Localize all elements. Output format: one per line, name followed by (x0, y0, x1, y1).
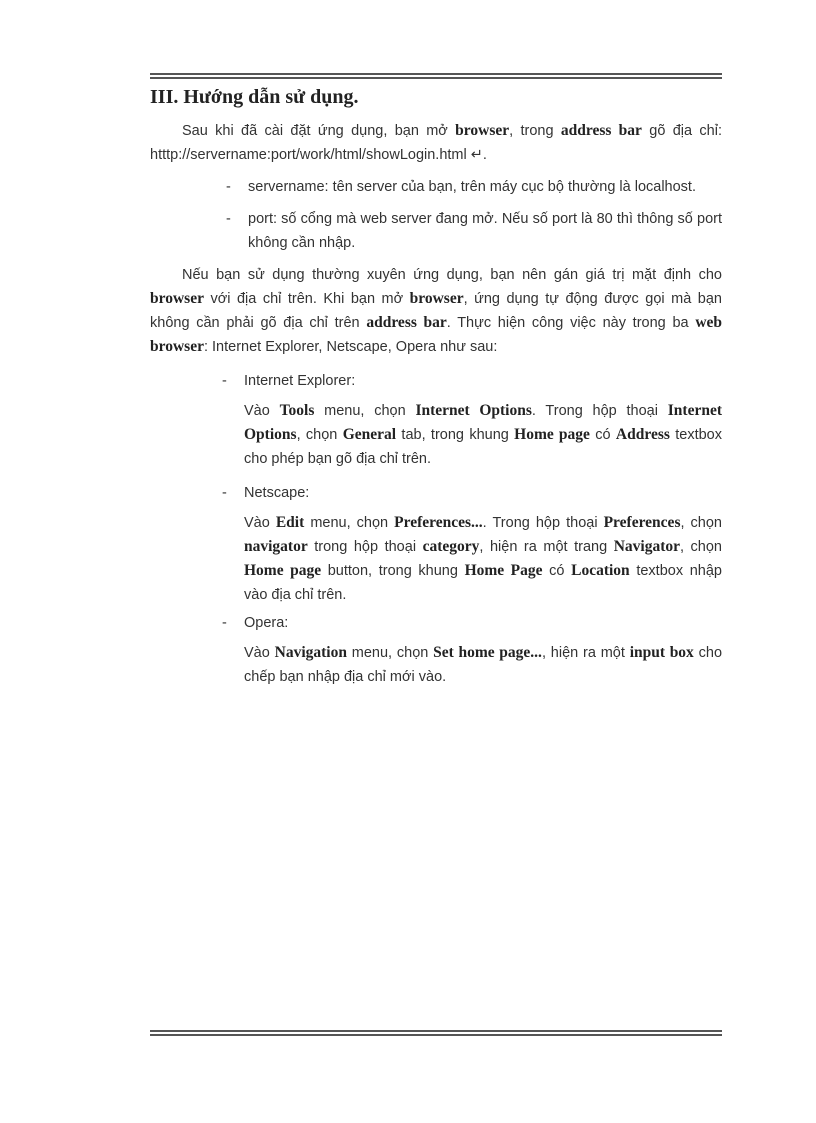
bold-term: Internet Options (415, 402, 532, 419)
text-span: Nếu bạn sử dụng thường xuyên ứng dụng, bạn nên gán giá trị mặt định cho (182, 267, 722, 283)
text-span: Vào (244, 515, 276, 531)
text-span: gõ địa chỉ: htttp://servername:port/work/html/showLogin.html ↵. (150, 123, 722, 163)
footer-rule-line (150, 1030, 722, 1032)
bold-term: Edit (275, 514, 305, 531)
bold-term: input box (629, 644, 694, 661)
text-span: . Thực hiện công việc này trong ba (446, 315, 696, 331)
bold-term: Navigator (613, 538, 680, 555)
browser-item-opera (222, 611, 722, 635)
text-span: menu, chọn (304, 515, 395, 531)
text-span: , chọn (679, 539, 722, 555)
browser-item-netscape (222, 481, 722, 505)
dash-marker: - (222, 373, 227, 389)
browser-item-ie (222, 369, 722, 393)
text-span: , chọn (296, 427, 343, 443)
text-span: Sau khi đã cài đặt ứng dụng, bạn mở (182, 123, 456, 139)
bold-term: Address (615, 426, 670, 443)
text-span: trong hộp thoại (307, 539, 423, 555)
dash-marker: - (226, 179, 231, 195)
netscape-instructions (244, 511, 722, 607)
dash-marker: - (222, 615, 227, 631)
bold-term: address bar (366, 314, 447, 331)
header-rule-line (150, 77, 722, 79)
text-span: với địa chỉ trên. Khi bạn mở (203, 291, 410, 307)
browser-label: Netscape: (244, 485, 310, 501)
text-span: menu, chọn (314, 403, 416, 419)
list-item (226, 207, 722, 255)
text-span: . Trong hộp thoại (531, 403, 668, 419)
bold-term: web browser (150, 314, 723, 355)
text-span: button, trong khung (321, 563, 465, 579)
list-item-text: port: số cổng mà web server đang mở. Nếu số port là 80 thì thông số port không cần nhập. (248, 211, 722, 251)
text-span: , hiện ra một trang (479, 539, 614, 555)
bold-term: browser (409, 290, 464, 307)
text-span: Vào (244, 403, 280, 419)
bold-term: Home page (244, 562, 322, 579)
opera-instructions (244, 641, 722, 689)
bold-term: Tools (279, 402, 315, 419)
bold-term: address bar (560, 122, 642, 139)
header-rule-line (150, 73, 722, 75)
browser-label: Internet Explorer: (244, 373, 356, 389)
text-span: textbox cho phép bạn gõ địa chỉ trên. (244, 427, 722, 467)
text-span: , hiện ra một (541, 645, 630, 661)
footer-rule-line (150, 1034, 722, 1036)
bold-term: Set home page... (433, 644, 542, 661)
bold-term: browser (150, 290, 204, 307)
intro-paragraph (150, 119, 722, 167)
text-span: có (542, 563, 572, 579)
dash-marker: - (222, 485, 227, 501)
text-span: , trong (509, 123, 561, 139)
bold-term: Preferences (603, 514, 681, 531)
bold-term: Navigation (274, 644, 347, 661)
list-item-text: servername: tên server của bạn, trên máy cục bộ thường là localhost. (248, 179, 696, 195)
text-span: menu, chọn (346, 645, 434, 661)
bold-term: Preferences... (394, 514, 483, 531)
list-item (226, 175, 722, 199)
bold-term: Location (571, 562, 630, 579)
text-span: , ứng dụng tự động được gọi mà bạn không cần phải gõ địa chỉ trên (150, 291, 722, 331)
ie-instructions (244, 399, 722, 471)
text-span: tab, trong khung (396, 427, 515, 443)
bold-term: category (422, 538, 480, 555)
page-content (150, 86, 722, 689)
bold-term: Home Page (464, 562, 543, 579)
bold-term: General (342, 426, 397, 443)
browser-label: Opera: (244, 615, 289, 631)
text-span: cho chếp bạn nhập địa chỉ mới vào. (244, 645, 723, 685)
bold-term: Home page (514, 426, 590, 443)
bold-term: browser (455, 122, 510, 139)
text-span: textbox nhập vào địa chỉ trên. (244, 563, 722, 603)
dash-marker: - (226, 211, 231, 227)
text-span: có (589, 427, 616, 443)
bold-term: Internet Options (244, 402, 722, 443)
section-heading: III. Hướng dẫn sử dụng. (150, 86, 359, 108)
text-span: Vào (244, 645, 275, 661)
bold-term: navigator (244, 538, 308, 555)
text-span: , chọn (680, 515, 722, 531)
text-span: . Trong hộp thoại (482, 515, 604, 531)
text-span: : Internet Explorer, Netscape, Opera như sau: (203, 339, 498, 355)
usage-paragraph (150, 263, 722, 359)
